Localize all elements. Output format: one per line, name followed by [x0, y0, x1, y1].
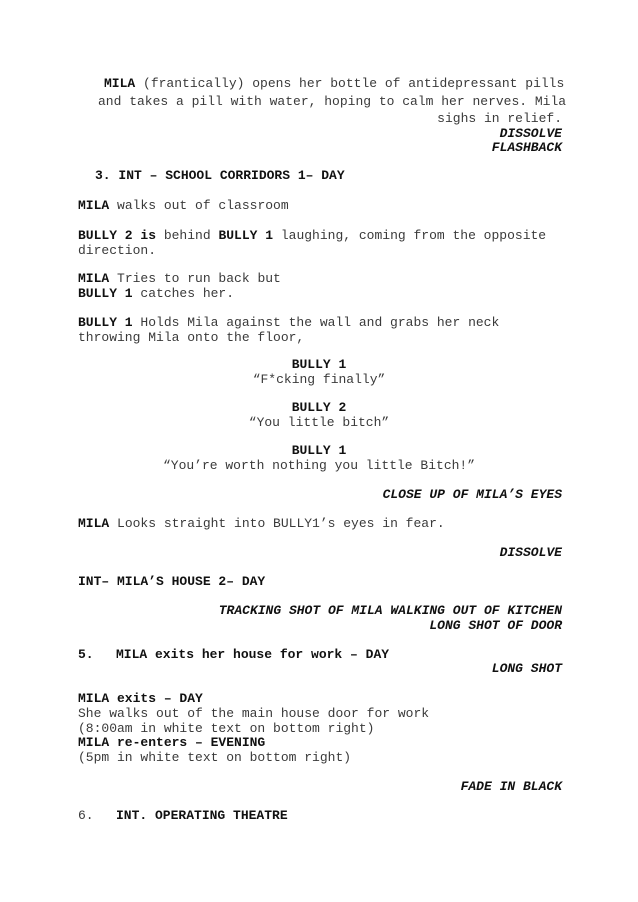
action-text: (frantically) opens her bottle of antidepressant pills	[135, 76, 565, 91]
action-line: sighs in relief.	[437, 111, 562, 126]
action-line	[78, 228, 546, 243]
dialogue-speaker: BULLY 2	[291, 400, 347, 415]
transition: DISSOLVE	[499, 545, 562, 560]
action-note: (5pm in white text on bottom right)	[78, 750, 352, 765]
action-line: and takes a pill with water, hoping to calm her nerves. Mila	[98, 94, 567, 109]
shot-direction: LONG SHOT OF DOOR	[429, 618, 562, 633]
dialogue-speaker: BULLY 1	[291, 357, 347, 372]
action-text: laughing, coming from the opposite	[273, 228, 547, 243]
action-line	[78, 315, 499, 330]
action-text: Holds Mila against the wall and grabs her neck	[132, 315, 500, 330]
action-line: direction.	[78, 243, 157, 258]
character-name: BULLY 2 is	[78, 228, 157, 243]
shot-direction: TRACKING SHOT OF MILA WALKING OUT OF KITCHEN	[218, 603, 562, 618]
scene-heading: 3. INT – SCHOOL CORRIDORS 1– DAY	[95, 168, 345, 183]
character-name: MILA	[78, 271, 110, 286]
action-line	[78, 516, 445, 531]
shot-direction: CLOSE UP OF MILA’S EYES	[382, 487, 562, 502]
action-text: walks out of classroom	[109, 198, 289, 213]
scene-heading: INT– MILA’S HOUSE 2– DAY	[78, 574, 266, 589]
action-subheading: MILA re-enters – EVENING	[78, 735, 266, 750]
transition: FLASHBACK	[491, 140, 562, 155]
transition: FADE IN BLACK	[460, 779, 562, 794]
action-line	[78, 198, 289, 213]
character-name: BULLY 1	[78, 315, 133, 330]
transition: DISSOLVE	[499, 126, 562, 141]
character-name: MILA	[78, 198, 110, 213]
action-note: (8:00am in white text on bottom right)	[78, 721, 375, 736]
character-name: BULLY 1	[78, 286, 133, 301]
action-line: She walks out of the main house door for work	[78, 706, 430, 721]
shot-direction: LONG SHOT	[491, 661, 562, 676]
action-text: behind	[156, 228, 219, 243]
scene-number: 5.	[78, 647, 94, 662]
dialogue-line: “You’re worth nothing you little Bitch!”	[162, 458, 476, 473]
character-name: MILA	[78, 516, 110, 531]
action-text: Looks straight into BULLY1’s eyes in fear.	[109, 516, 445, 531]
character-name: MILA	[104, 76, 136, 91]
character-name: BULLY 1	[218, 228, 274, 243]
action-line: throwing Mila onto the floor,	[78, 330, 305, 345]
dialogue-speaker: BULLY 1	[291, 443, 347, 458]
scene-number: 6.	[78, 808, 94, 823]
action-line	[78, 286, 234, 301]
action-line	[104, 76, 564, 91]
scene-heading: INT. OPERATING THEATRE	[116, 808, 288, 823]
action-text: catches her.	[132, 286, 235, 301]
action-line	[78, 271, 281, 286]
action-subheading: MILA exits – DAY	[78, 691, 203, 706]
dialogue-line: “You little bitch”	[248, 415, 390, 430]
dialogue-line: “F*cking finally”	[252, 372, 386, 387]
scene-heading: MILA exits her house for work – DAY	[116, 647, 390, 662]
action-text: Tries to run back but	[109, 271, 281, 286]
